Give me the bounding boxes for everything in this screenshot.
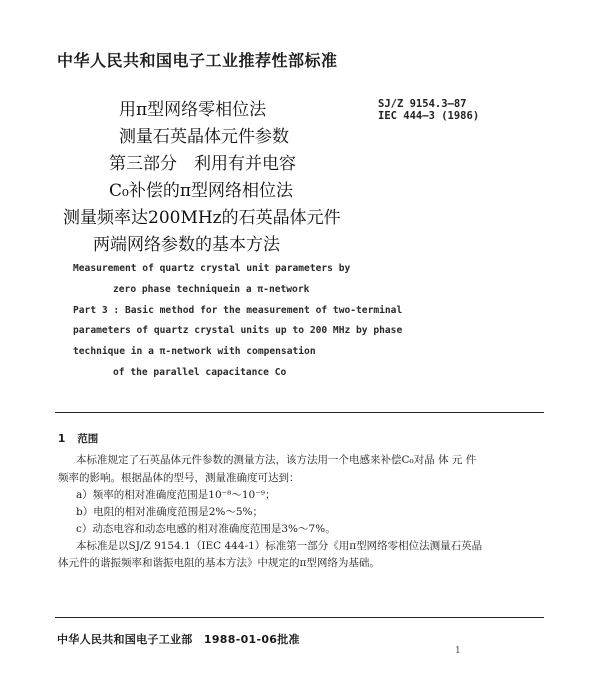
title-cn-line-4: C₀补偿的π型网络相位法 bbox=[109, 181, 293, 201]
standard-header: 中华人民共和国电子工业推荐性部标准 bbox=[57, 51, 338, 70]
section-number: 1 bbox=[58, 433, 66, 445]
title-cn-line-5: 测量频率达200MHz的石英晶体元件 bbox=[63, 208, 341, 228]
title-en-line-3: Part 3 : Basic method for the measurement of two-terminal bbox=[73, 305, 403, 316]
standard-code-sj: SJ/Z 9154.3—87 bbox=[378, 98, 467, 110]
item-a: a）频率的相对准确度范围是10⁻⁸～10⁻⁹； bbox=[76, 489, 276, 501]
title-cn-line-6: 两端网络参数的基本方法 bbox=[93, 235, 280, 255]
approval-footer: 中华人民共和国电子工业部 1988-01-06批准 bbox=[57, 633, 300, 646]
para2-line-1: 本标准是以SJ/Z 9154.1（IEC 444-1）标准第一部分《用π型网络零相位法测量石英晶 bbox=[76, 540, 483, 552]
para2-line-2: 体元件的谐振频率和谐振电阻的基本方法》中规定的π型网络为基础。 bbox=[58, 557, 380, 569]
title-cn-line-2: 测量石英晶体元件参数 bbox=[119, 127, 289, 147]
standard-code-iec: IEC 444—3 (1986) bbox=[378, 110, 480, 122]
para1-line-1: 本标准规定了石英晶体元件参数的测量方法，该方法用一个电感来补偿C₀对晶 体 元 件 bbox=[76, 454, 477, 466]
section-title: 范围 bbox=[77, 433, 99, 445]
page-number: 1 bbox=[455, 646, 461, 656]
title-en-line-5: technique in a π-network with compensation bbox=[73, 346, 316, 357]
title-cn-line-1: 用π型网络零相位法 bbox=[119, 100, 267, 120]
title-en-line-1: Measurement of quartz crystal unit parameters by bbox=[73, 263, 351, 274]
bottom-divider bbox=[55, 617, 544, 618]
title-en-line-2: zero phase techniquein a π-network bbox=[113, 284, 310, 295]
title-cn-line-3: 第三部分 利用有并电容 bbox=[109, 154, 296, 174]
item-c: c）动态电容和动态电感的相对准确度范围是3%～7%。 bbox=[76, 523, 336, 535]
title-en-line-4: parameters of quartz crystal units up to 200 MHz by phase bbox=[73, 325, 403, 336]
item-b: b）电阻的相对准确度范围是2%～5%； bbox=[76, 506, 264, 518]
top-divider bbox=[55, 412, 544, 413]
section-heading bbox=[58, 431, 110, 446]
para1-line-2: 频率的影响。根据晶体的型号，测量准确度可达到： bbox=[58, 472, 300, 484]
title-en-line-6: of the parallel capacitance Co bbox=[113, 367, 287, 378]
